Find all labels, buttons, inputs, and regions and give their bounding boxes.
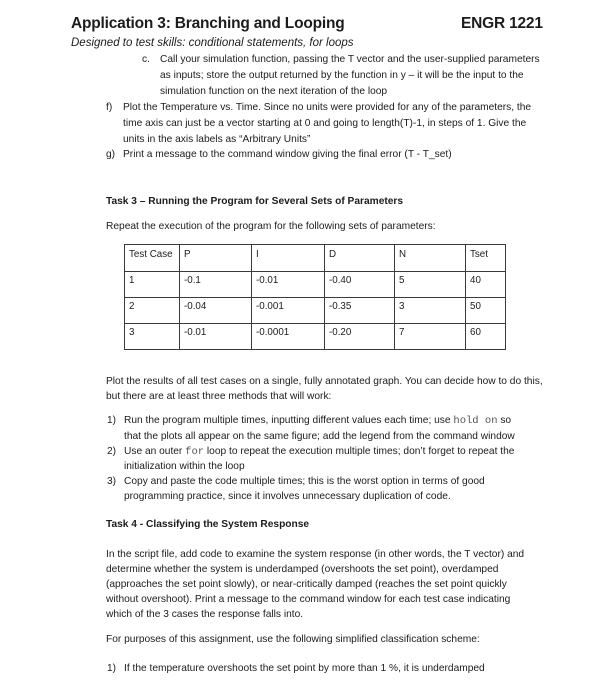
table-header-row bbox=[125, 245, 506, 272]
plot-para-line-2: but there are at least three methods that will work: bbox=[106, 391, 332, 402]
code-hold-on: hold on bbox=[453, 415, 498, 427]
table-cell: 40 bbox=[466, 272, 506, 298]
task4-para-line-1: In the script file, add code to examine the system response (in other words, the T vector) and bbox=[106, 549, 525, 560]
course-code: ENGR 1221 bbox=[461, 15, 543, 32]
code-for: for bbox=[185, 446, 205, 458]
task4-heading: Task 4 - Classifying the System Response bbox=[106, 519, 310, 530]
table-cell: -0.1 bbox=[180, 272, 252, 298]
table-header-cell: Tset bbox=[466, 245, 506, 272]
step-g-line-1: Print a message to the command window giving the final error (T - T_set) bbox=[123, 149, 452, 160]
scheme-item-1-marker: 1) bbox=[107, 663, 117, 674]
document-title: Application 3: Branching and Looping bbox=[71, 15, 345, 32]
document-subtitle: Designed to test skills: conditional statements, for loops bbox=[71, 37, 354, 49]
table-cell: 3 bbox=[395, 298, 466, 324]
method-1-line-1 bbox=[124, 413, 511, 429]
table-cell: 60 bbox=[466, 324, 506, 350]
table-header-cell: I bbox=[252, 245, 325, 272]
task3-intro: Repeat the execution of the program for the following sets of parameters: bbox=[106, 221, 436, 232]
step-c-line-2: as inputs; store the output returned by the function in y – it will be the input to the bbox=[160, 70, 524, 81]
method-2-line-1 bbox=[124, 444, 514, 460]
table-header-cell: N bbox=[395, 245, 466, 272]
table-cell: 7 bbox=[395, 324, 466, 350]
step-g-marker: g) bbox=[106, 149, 116, 160]
scheme-intro: For purposes of this assignment, use the following simplified classification scheme: bbox=[106, 634, 480, 645]
table-cell: -0.40 bbox=[325, 272, 395, 298]
method-2-text-post: loop to repeat the execution multiple times; don’t forget to repeat the bbox=[204, 446, 515, 457]
table-header-cell: Test Case bbox=[125, 245, 180, 272]
method-3-line-2: programming practice, since it involves unnecessary duplication of code. bbox=[124, 491, 451, 502]
step-c-line-3: simulation function on the next iteration of the loop bbox=[160, 86, 388, 97]
step-c-marker: c. bbox=[142, 54, 150, 65]
table-cell: 5 bbox=[395, 272, 466, 298]
table-row bbox=[125, 298, 506, 324]
table-cell: 2 bbox=[125, 298, 180, 324]
table-cell: 50 bbox=[466, 298, 506, 324]
table-cell: -0.20 bbox=[325, 324, 395, 350]
table-header-cell: D bbox=[325, 245, 395, 272]
table-cell: 1 bbox=[125, 272, 180, 298]
table-cell: 3 bbox=[125, 324, 180, 350]
method-1-marker: 1) bbox=[107, 415, 117, 426]
table-cell: -0.001 bbox=[252, 298, 325, 324]
scheme-item-1-text: If the temperature overshoots the set point by more than 1 %, it is underdamped bbox=[124, 663, 485, 674]
method-2-line-2: initialization within the loop bbox=[124, 461, 245, 472]
task4-para-line-4: without overshoot). Print a message to the command window for each test case indicating bbox=[106, 594, 511, 605]
task3-heading: Task 3 – Running the Program for Several Sets of Parameters bbox=[106, 196, 404, 207]
task4-para-line-3: (approaches the set point slowly), or near-critically damped (reaches the set point quickly bbox=[106, 579, 507, 590]
task4-para-line-2: determine whether the system is underdamped (overshoots the set point), overdamped bbox=[106, 564, 499, 575]
method-1-text: Run the program multiple times, inputting different values each time; use bbox=[124, 415, 454, 426]
table-cell: -0.04 bbox=[180, 298, 252, 324]
parameters-table bbox=[124, 244, 506, 350]
step-f-line-2: time axis can just be a vector starting at 0 and going to length(T)-1, in steps of 1. Give the bbox=[123, 118, 527, 129]
method-2-marker: 2) bbox=[107, 446, 117, 457]
table-cell: -0.35 bbox=[325, 298, 395, 324]
plot-para-line-1: Plot the results of all test cases on a single, fully annotated graph. You can decide how to do this, bbox=[106, 376, 543, 387]
step-f-line-1: Plot the Temperature vs. Time. Since no units were provided for any of the parameters, the bbox=[123, 102, 532, 113]
task4-para-line-5: which of the 3 cases the response falls into. bbox=[106, 609, 304, 620]
table-header-cell: P bbox=[180, 245, 252, 272]
table-cell: -0.0001 bbox=[252, 324, 325, 350]
method-3-marker: 3) bbox=[107, 476, 117, 487]
method-2-text: Use an outer bbox=[124, 446, 186, 457]
table-cell: -0.01 bbox=[180, 324, 252, 350]
step-f-line-3: units in the axis labels as “Arbitrary Units” bbox=[123, 134, 311, 145]
step-f-marker: f) bbox=[106, 102, 113, 113]
table-row bbox=[125, 324, 506, 350]
method-1-text-post: so bbox=[497, 415, 512, 426]
method-1-line-2: that the plots all appear on the same figure; add the legend from the command window bbox=[124, 431, 515, 442]
step-c-line-1: Call your simulation function, passing the T vector and the user-supplied parameters bbox=[160, 54, 540, 65]
method-3-line-1: Copy and paste the code multiple times; this is the worst option in terms of good bbox=[124, 476, 485, 487]
table-row bbox=[125, 272, 506, 298]
table-cell: -0.01 bbox=[252, 272, 325, 298]
